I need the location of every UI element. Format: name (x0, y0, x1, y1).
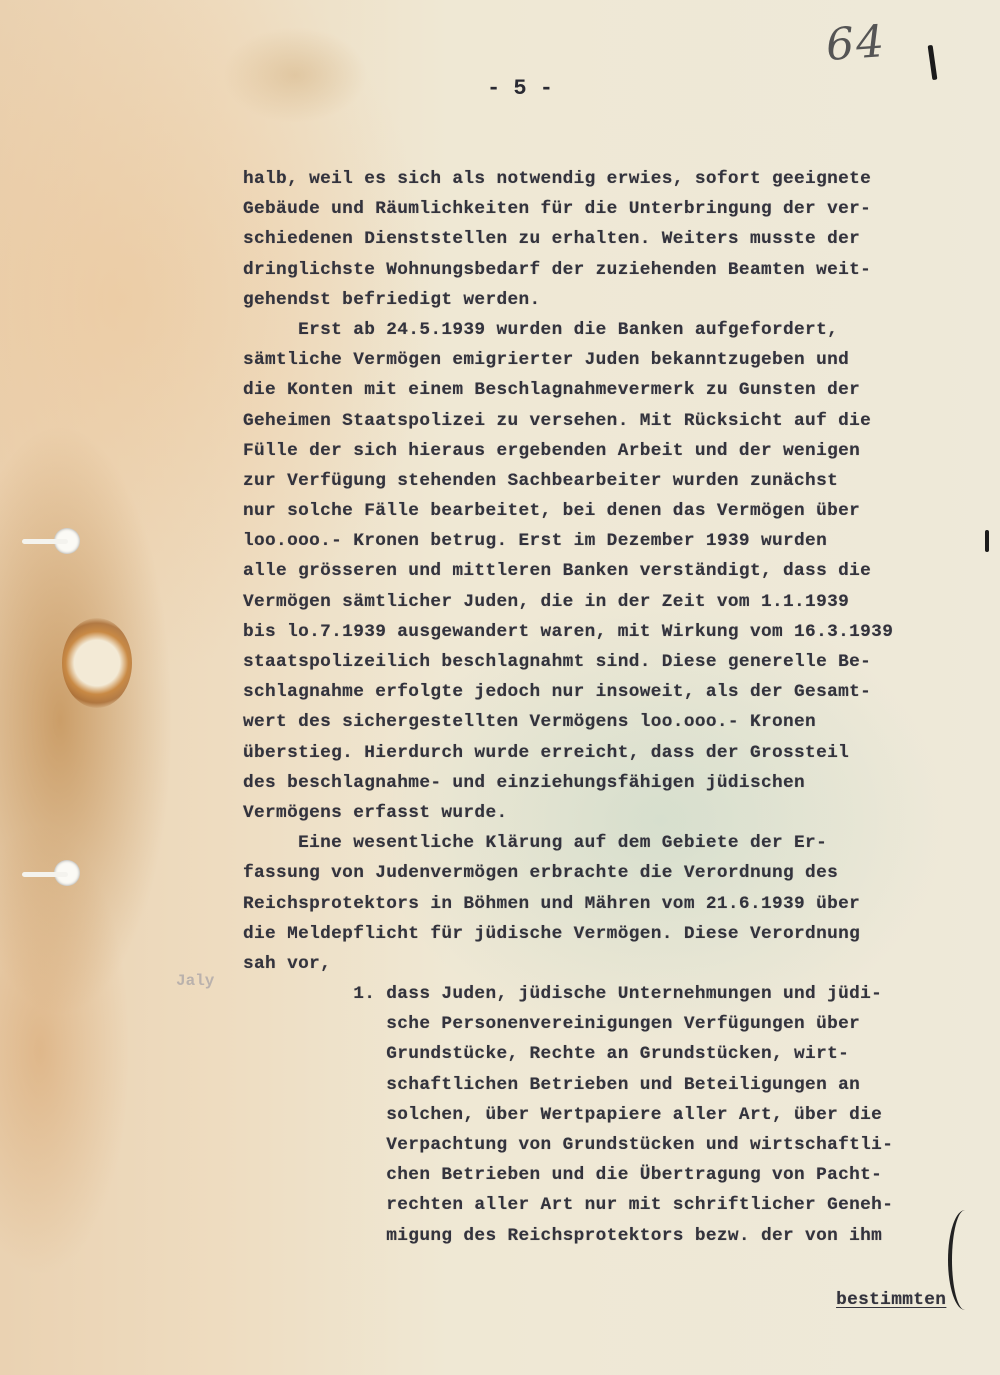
page-number: - 5 - (486, 76, 553, 101)
text-line: staatspolizeilich beschlagnahmt sind. Diese generelle Be- (243, 652, 872, 672)
text-line: Geheimen Staatspolizei zu versehen. Mit Rücksicht auf die (243, 410, 872, 431)
text-line: loo.ooo.- Kronen betrug. Erst im Dezember 1939 wurden (243, 531, 828, 552)
text-line: sämtliche Vermögen emigrierter Juden bekanntzugeben und (243, 350, 850, 371)
binding-string-top (22, 539, 68, 544)
stain-spot (62, 618, 132, 708)
text-line: Grundstücke, Rechte an Grundstücken, wirt- (243, 1044, 850, 1065)
margin-bracket-mark (948, 1210, 982, 1310)
text-line: solchen, über Wertpapiere aller Art, über die (243, 1104, 883, 1125)
text-line: die Meldepflicht für jüdische Vermögen. Diese Verordnung (243, 923, 861, 944)
text-line: rechten aller Art nur mit schriftlicher Geneh- (243, 1195, 894, 1216)
catchword-block (792, 1255, 946, 1346)
text-line: nur solche Fälle bearbeitet, bei denen das Vermögen über (243, 501, 861, 522)
text-line: gehendst befriedigt werden. (243, 289, 541, 310)
text-line: schlagnahme erfolgte jedoch nur insoweit, als der Gesamt- (243, 682, 872, 703)
folio-number: 64 (824, 15, 888, 72)
text-line: dringlichste Wohnungsbedarf der zuziehenden Beamten weit- (243, 259, 872, 280)
text-line: zur Verfügung stehenden Sachbearbeiter wurden zunächst (243, 470, 839, 491)
text-line: Gebäude und Räumlichkeiten für die Unterbringung der ver- (243, 199, 872, 220)
text-line: 1. dass Juden, jüdische Unternehmungen und jüdi- (243, 984, 883, 1005)
text-line: Eine wesentliche Klärung auf dem Gebiete der Er- (243, 833, 828, 854)
text-line: die Konten mit einem Beschlagnahmevermerk zu Gunsten der (243, 380, 861, 401)
catchword: bestimmten (836, 1290, 947, 1311)
text-line: bis lo.7.1939 ausgewandert waren, mit Wirkung vom 16.3.1939 (243, 621, 894, 642)
text-line: wert des sichergestellten Vermögens loo.ooo.- Kronen (243, 712, 817, 733)
text-line: chen Betrieben und die Übertragung von Pacht- (243, 1165, 883, 1186)
text-line: überstieg. Hierdurch wurde erreicht, dass der Grossteil (243, 742, 850, 763)
text-line: alle grösseren und mittleren Banken verständigt, dass die (243, 561, 872, 582)
text-line: Vermögen sämtlicher Juden, die in der Zeit vom 1.1.1939 (243, 591, 850, 612)
bleed-through-text: Jaly (176, 972, 215, 990)
text-line: des beschlagnahme- und einziehungsfähigen jüdischen (243, 772, 806, 793)
text-line: fassung von Judenvermögen erbrachte die Verordnung des (243, 863, 839, 884)
text-line: schiedenen Dienststellen zu erhalten. Weiters musste der (243, 229, 861, 250)
body-text (243, 164, 893, 1251)
text-line: schaftlichen Betrieben und Beteiligungen an (243, 1074, 861, 1095)
text-line: migung des Reichsprotektors bezw. der von ihm (243, 1225, 883, 1246)
text-line: Reichsprotektors in Böhmen und Mähren vom 21.6.1939 über (243, 893, 861, 914)
text-line: Erst ab 24.5.1939 wurden die Banken aufgefordert, (243, 319, 839, 340)
text-line: halb, weil es sich als notwendig erwies, sofort geeignete (243, 169, 872, 189)
binding-string-bottom (22, 872, 68, 877)
text-line: sche Personenvereinigungen Verfügungen über (243, 1014, 861, 1035)
text-line: Verpachtung von Grundstücken und wirtschaftli- (243, 1135, 894, 1155)
text-line: Vermögens erfasst wurde. (243, 802, 508, 823)
text-line: sah vor, (243, 953, 332, 974)
edge-mark (985, 530, 989, 552)
edge-mark (928, 45, 938, 80)
text-line: Fülle der sich hieraus ergebenden Arbeit und der wenigen (243, 440, 861, 461)
